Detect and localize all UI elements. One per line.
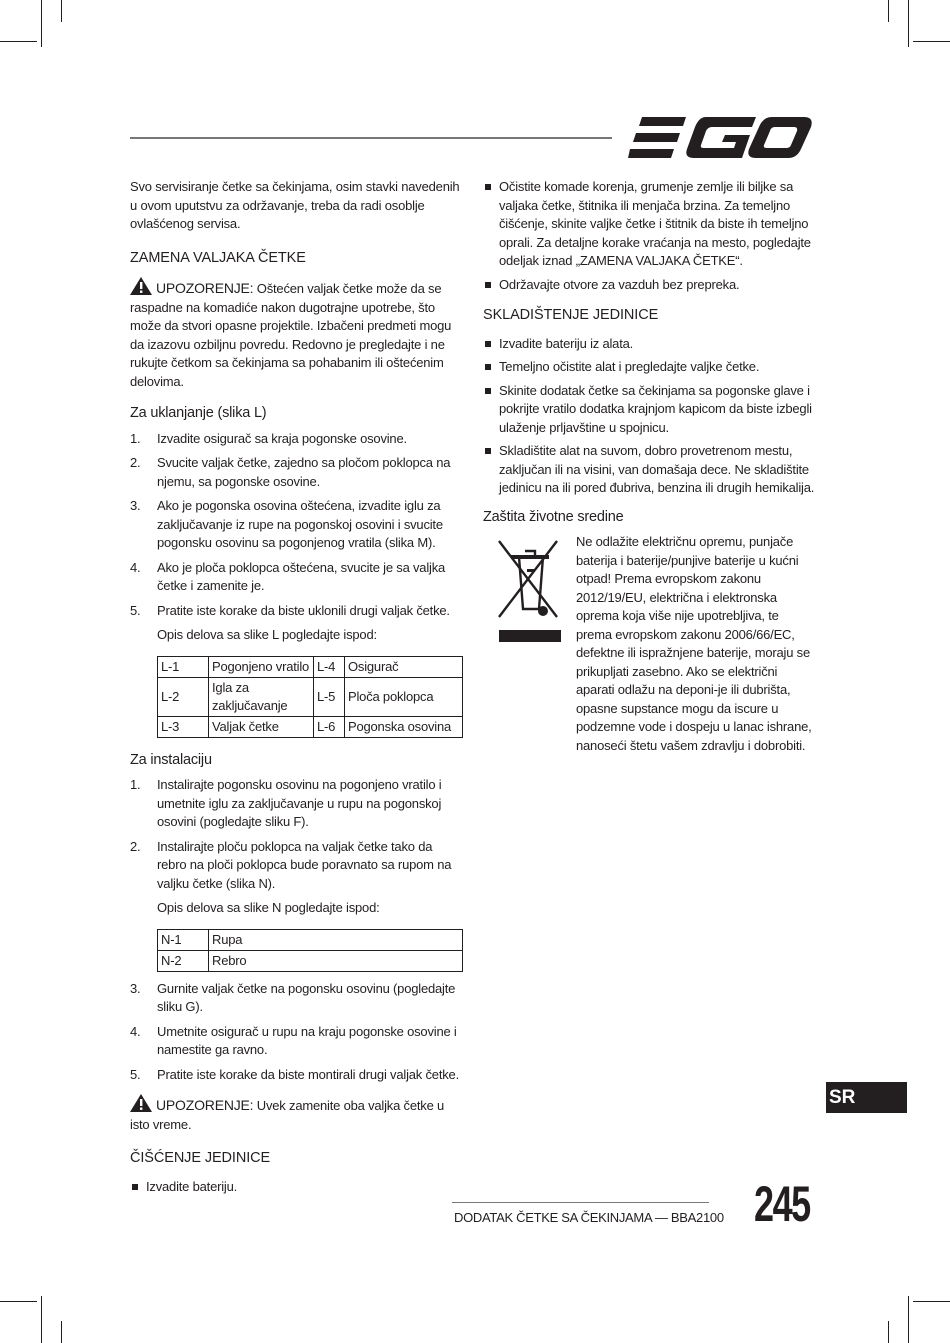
remove-steps-list <box>130 430 463 621</box>
language-tab: SR <box>826 1082 907 1113</box>
list-item: Izvadite bateriju. <box>130 1178 463 1197</box>
table-row: L-1 Pogonjeno vratilo L-4 Osigurač <box>158 656 463 677</box>
table-row: N-1 Rupa <box>158 929 463 950</box>
section-heading: SKLADIŠTENJE JEDINICE <box>483 307 659 323</box>
table-row: L-3 Valjak četke L-6 Pogonska osovina <box>158 716 463 737</box>
clean-list <box>130 1178 463 1197</box>
warning-title: UPOZORENJE: <box>156 280 254 296</box>
install-steps-list <box>130 776 463 893</box>
clean-list-cont <box>483 178 816 294</box>
warning-text: Oštećen valjak četke može da se raspadne na komadiće nakon dugotrajne upotrebe, što može da stvori opasne projektile. Izbačeni predmeti mogu da izazovu ozbiljnu povredu. Redovno je pregledajte i ne rukujte četkom sa čekinjama sa pohabanim ili oštećenim delovima. <box>130 281 452 389</box>
crop-mark <box>0 41 37 42</box>
list-item: 4. Umetnite osigurač u rupu na kraju pogonske osovine i namestite ga ravno. <box>130 1023 457 1057</box>
section-heading: ČIŠĆENJE JEDINICE <box>130 1150 271 1166</box>
intro-paragraph: Svo servisiranje četke sa čekinjama, osim stavki navedenih u ovom uputstvu za održavanje, treba da radi osoblje ovlašćenog servisa. <box>130 179 460 231</box>
crop-mark <box>913 41 950 42</box>
crop-mark <box>913 1301 950 1302</box>
list-item: 3. Gurnite valjak četke na pogonsku osovinu (pogledajte sliku G). <box>130 980 456 1014</box>
warning-block <box>130 1094 463 1134</box>
environment-block <box>483 533 816 755</box>
install-steps-list-cont <box>130 980 463 1085</box>
warning-triangle-icon <box>130 1094 152 1112</box>
crop-mark <box>888 0 889 22</box>
list-item: Skinite dodatak četke sa čekinjama sa pogonske glave i pokrijte vratilo dodatka krajnjom kapicom da biste izbegli ulaženje prljavštine u spojnicu. <box>483 382 816 438</box>
crop-mark <box>888 1321 889 1343</box>
list-item: 1. Instalirajte pogonsku osovinu na pogonjeno vratilo i umetnite iglu za zaključavanje u rupu na pogonskoj osovini (pogledajte sliku F). <box>130 777 442 829</box>
crop-mark <box>41 0 42 47</box>
warning-title: UPOZORENJE: <box>156 1097 254 1113</box>
list-item: Temeljno očistite alat i pregledajte valjke četke. <box>483 358 816 377</box>
parts-table-n <box>157 929 463 972</box>
environment-text: Ne odlažite električnu opremu, punjače baterija i baterije/punjive baterije u kućni otpad! Prema evropskom zakonu 2012/19/EU, električna i elektronska oprema koja više nije upotrebljiva, te prema evropskom zakonu 2006/66/EC, defektne ili ispražnjene baterije, moraju se prikupljati zasebno. Ako se električni aparati odlažu na deponi-je ili dubrišta, opasne supstance mogu da iscure u podzemne vode i dospeju u lanac ishrane, nanoseći štetu vašem zdravlju i dobrobiti. <box>576 534 812 753</box>
warning-text: Uvek zamenite oba valjka četke u isto vreme. <box>130 1098 445 1132</box>
weee-crossed-bin-icon <box>497 537 563 645</box>
subheading-remove: Za uklanjanje (slika L) <box>130 405 267 421</box>
crop-mark <box>61 1321 62 1343</box>
right-column <box>483 178 816 755</box>
storage-list <box>483 335 816 498</box>
list-item: 4. Ako je ploča poklopca oštećena, svucite je sa valjka četke i zamenite je. <box>130 559 446 593</box>
list-item: Skladištite alat na suvom, dobro provetrenom mestu, zaključan ili na visini, van domašaja dece. Ne skladištite jedinicu na ili pored đubriva, benzina ili drugih hemikalija. <box>483 442 816 498</box>
crop-mark <box>0 1301 37 1302</box>
table-row: N-2 Rebro <box>158 950 463 971</box>
list-item: 1. Izvadite osigurač sa kraja pogonske osovine. <box>130 430 407 446</box>
left-column <box>130 178 463 1201</box>
list-item: 5. Pratite iste korake da biste uklonili drugi valjak četke. <box>130 602 450 618</box>
crop-mark <box>61 0 62 22</box>
table-caption: Opis delova sa slike L pogledajte ispod: <box>157 627 377 642</box>
list-item: 2. Instalirajte ploču poklopca na valjak četke tako da rebro na ploči poklopca bude poravnato sa rupom na valjku četke (slika N). <box>130 838 452 891</box>
footer-title: DODATAK ČETKE SA ČEKINJAMA — BBA2100 <box>454 1210 724 1225</box>
warning-block <box>130 277 463 391</box>
page-number: 245 <box>754 1176 810 1232</box>
warning-triangle-icon <box>130 277 152 295</box>
list-item: Izvadite bateriju iz alata. <box>483 335 816 354</box>
crop-mark <box>908 1296 909 1343</box>
section-heading: ZAMENA VALJAKA ČETKE <box>130 249 306 266</box>
list-item: 2. Svucite valjak četke, zajedno sa pločom poklopca na njemu, sa pogonske osovine. <box>130 455 451 489</box>
table-row: L-2 Igla za zaključavanje L-5 Ploča poklopca <box>158 677 463 716</box>
list-item: Održavajte otvore za vazduh bez prepreka. <box>483 276 816 295</box>
crop-mark <box>41 1296 42 1343</box>
parts-table-l <box>157 656 463 738</box>
list-item: 3. Ako je pogonska osovina oštećena, izvadite iglu za zaključavanje iz rupe na pogonskoj osovini i svucite pogonsku osovinu sa pogonjenog vratila (slika M). <box>130 498 443 550</box>
list-item: Očistite komade korenja, grumenje zemlje ili biljke sa valjaka četke, štitnika ili menjača brzina. Za temeljno čišćenje, skinite valjke četke i štitnik da biste ih temeljno oprali. Za detaljne korake vraćanja na mesto, pogledajte odeljak iznad „ZAMENA VALJAKA ČETKE“. <box>483 178 816 271</box>
table-caption: Opis delova sa slike N pogledajte ispod: <box>157 900 380 915</box>
crop-mark <box>908 0 909 47</box>
list-item: 5. Pratite iste korake da biste montirali drugi valjak četke. <box>130 1066 459 1082</box>
subheading-env: Zaštita životne sredine <box>483 508 624 525</box>
subheading-install: Za instalaciju <box>130 751 212 768</box>
footer-rule <box>452 1202 709 1203</box>
ego-logo <box>628 117 812 159</box>
header-rule <box>130 137 612 139</box>
